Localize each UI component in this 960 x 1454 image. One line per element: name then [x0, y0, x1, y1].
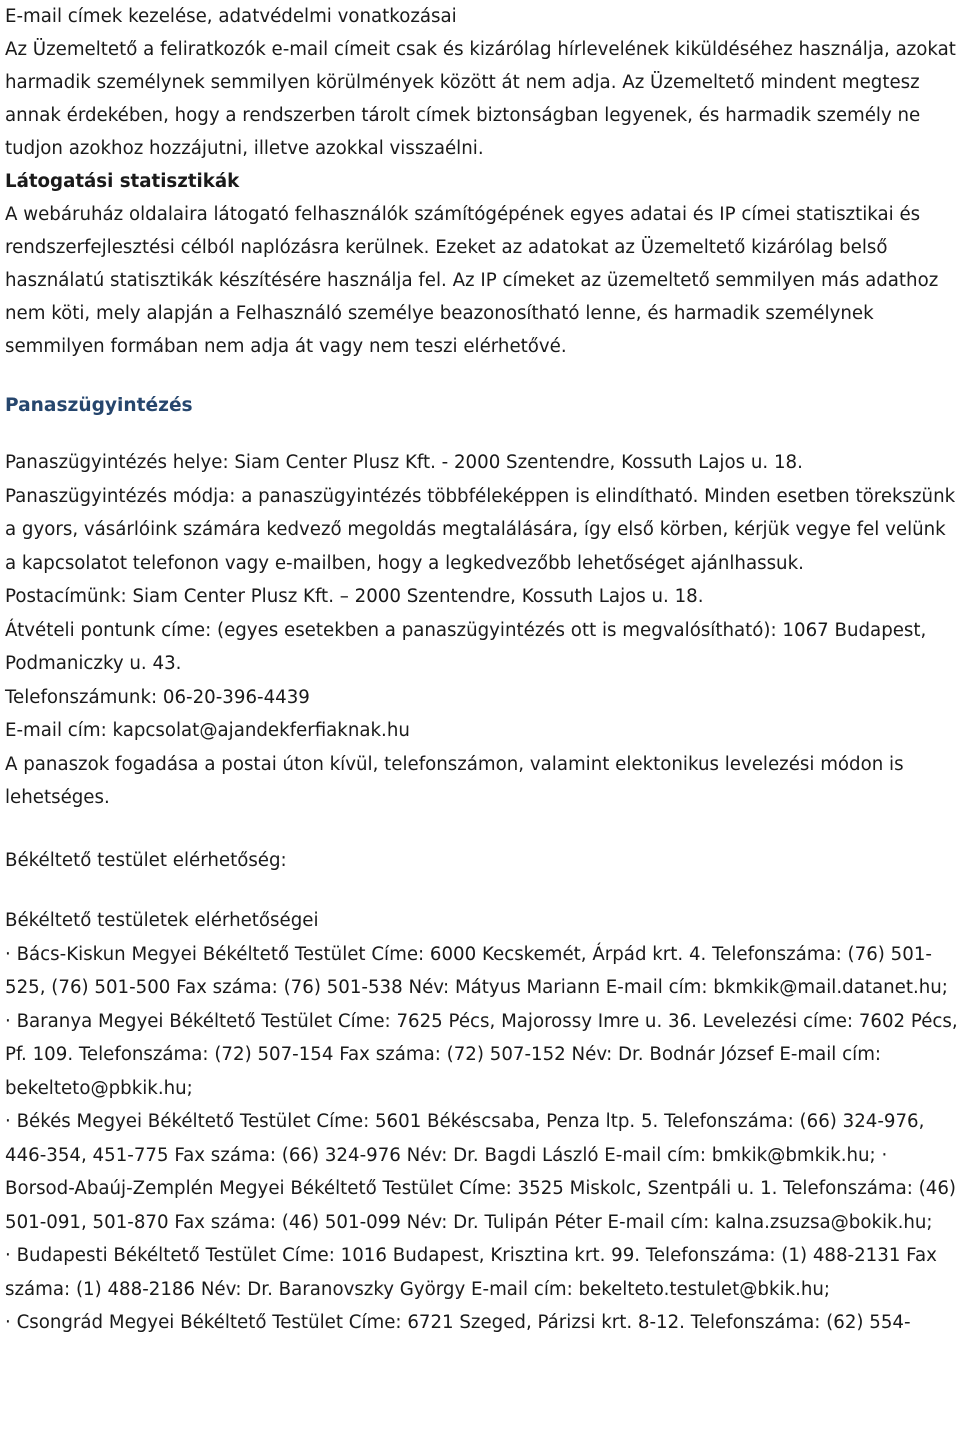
complaint-place: Panaszügyintézés helye: Siam Center Plusz Kft. - 2000 Szentendre, Kossuth Lajos u. 18. — [5, 452, 803, 473]
arbitration-entry-budapest: · Budapesti Békéltető Testület Címe: 1016 Budapest, Krisztina krt. 99. Telefonszáma: (1) 488-2131 Fax száma: (1) 488-2186 Név: Dr. Baranovszky György E-mail cím: bekelteto.testulet@bkik.hu; — [5, 1245, 937, 1300]
document-page — [5, 0, 958, 1340]
arbitration-entry-bekes-borsod: · Békés Megyei Békéltető Testület Címe: 5601 Békéscsaba, Penza ltp. 5. Telefonszáma: (66) 324-976, 446-354, 451-775 Fax száma: (66) 324-976 Név: Dr. Bagdi László E-mail cím: bmkik@bmkik.hu; · Borsod-Abaúj-Zemplén Megyei Békéltető Testület Címe: 3525 Miskolc, Szentpáli u. 1. Telefonszáma: (46) 501-091, 501-870 Fax száma: (46) 501-099 Név: Dr. Tulipán Péter E-mail cím: kalna.zsuzsa@bokik.hu; — [5, 1111, 956, 1233]
email-section-body: Az Üzemeltető a feliratkozók e-mail címeit csak és kizárólag hírlevelének kiküldéséhez használja, azokat harmadik személynek semmilyen körülmények között át nem adja. Az Üzemeltető mindent megtesz annak érdekében, hogy a rendszerben tárolt címek biztonságban legyenek, és harmadik személy ne tudjon azokhoz hozzájutni, illetve azokkal visszaélni. — [5, 39, 956, 159]
arbitration-entry-baranya: · Baranya Megyei Békéltető Testület Címe: 7625 Pécs, Majorossy Imre u. 36. Levelezési címe: 7602 Pécs, Pf. 109. Telefonszáma: (72) 507-154 Fax száma: (72) 507-152 Név: Dr. Bodnár József E-mail cím: bekelteto@pbkik.hu; — [5, 1010, 958, 1099]
arbitration-subheading: Békéltető testületek elérhetőségei — [5, 910, 319, 931]
arbitration-section — [5, 844, 958, 1340]
complaint-email: E-mail cím: kapcsolat@ajandekferfiaknak.hu — [5, 720, 410, 741]
arbitration-entry-csongrad: · Csongrád Megyei Békéltető Testület Címe: 6721 Szeged, Párizsi krt. 8-12. Telefonszáma: (62) 554- — [5, 1312, 911, 1333]
email-section-heading: E-mail címek kezelése, adatvédelmi vonatkozásai — [5, 6, 457, 27]
stats-section-body: A webáruház oldalaira látogató felhasználók számítógépének egyes adatai és IP címei statisztikai és rendszerfejlesztési célból naplózásra kerülnek. Ezeket az adatokat az Üzemeltető kizárólag belső használatú statisztikák készítésére használja fel. Az IP címeket az üzemeltető semmilyen más adathoz nem köti, mely alapján a Felhasználó személye beazonosítható lenne, és harmadik személynek semmilyen formában nem adja át vagy nem teszi elérhetővé. — [5, 204, 939, 357]
arbitration-entry-bacs-kiskun: · Bács-Kiskun Megyei Békéltető Testület Címe: 6000 Kecskemét, Árpád krt. 4. Telefonszáma: (76) 501-525, (76) 501-500 Fax száma: (76) 501-538 Név: Mátyus Mariann E-mail cím: bkmkik@mail.datanet.hu; — [5, 943, 948, 998]
email-handling-section — [5, 0, 958, 198]
complaint-phone: Telefonszámunk: 06-20-396-4439 — [5, 686, 310, 708]
complaint-pickup-address: Átvételi pontunk címe: (egyes esetekben a panaszügyintézés ott is megvalósítható): 1067 Budapest, Podmaniczky u. 43. — [5, 619, 927, 674]
stats-section-heading: Látogatási statisztikák — [5, 171, 240, 192]
stats-section — [5, 198, 958, 363]
complaint-method: Panaszügyintézés módja: a panaszügyintézés többféleképpen is elindítható. Minden esetben törekszünk a gyors, vásárlóink számára kedvező megoldás megtalálására, így első körben, kérjük vegye fel velünk a kapcsolatot telefonon vagy e-mailben, hogy a legkedvezőbb lehetőséget ajánlhassuk. — [5, 485, 956, 574]
complaint-channels: A panaszok fogadása a postai úton kívül, telefonszámon, valamint elektonikus levelezési módon is lehetséges. — [5, 753, 904, 808]
complaint-postal-address: Postacímünk: Siam Center Plusz Kft. – 2000 Szentendre, Kossuth Lajos u. 18. — [5, 586, 704, 607]
complaint-section — [5, 446, 958, 815]
complaint-section-heading: Panaszügyintézés — [5, 395, 193, 416]
arbitration-heading: Békéltető testület elérhetőség: — [5, 849, 287, 871]
